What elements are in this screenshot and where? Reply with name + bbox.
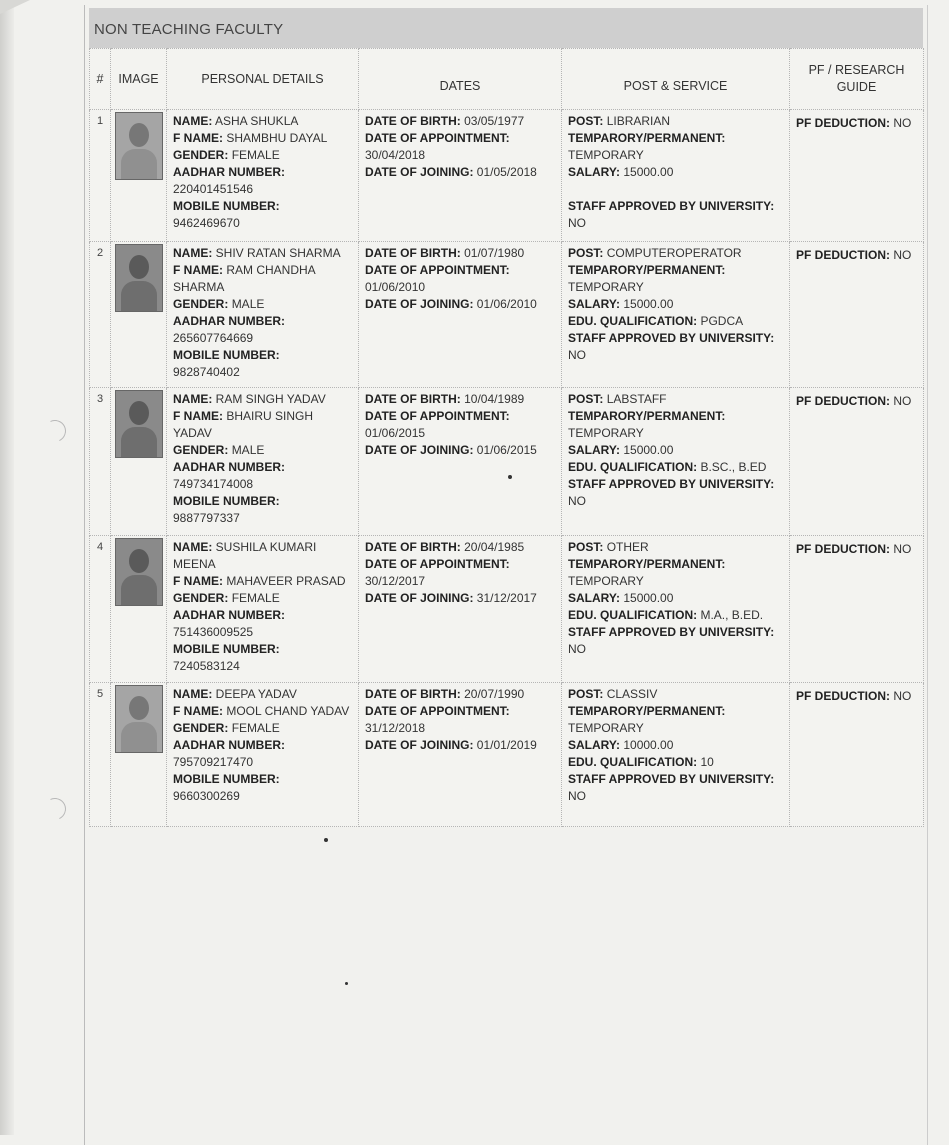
dates-cell	[359, 110, 562, 242]
dob-value: 03/05/1977	[464, 114, 525, 128]
mobile-value: 9462469670	[173, 216, 240, 230]
status-label: TEMPARORY/PERMANENT:	[568, 263, 726, 277]
post-service-cell	[562, 536, 790, 683]
pf-label: PF DEDUCTION:	[796, 248, 890, 262]
pf-label: PF DEDUCTION:	[796, 689, 890, 703]
post-value: COMPUTEROPERATOR	[606, 246, 742, 260]
gender-value: MALE	[231, 297, 265, 311]
joining-label: DATE OF JOINING:	[365, 591, 474, 605]
status-label: TEMPARORY/PERMANENT:	[568, 131, 726, 145]
dob-label: DATE OF BIRTH:	[365, 687, 461, 701]
appointment-label: DATE OF APPOINTMENT:	[365, 131, 510, 145]
aadhar-value: 795709217470	[173, 755, 254, 769]
row-number: 4	[90, 536, 111, 683]
pf-cell	[790, 536, 924, 683]
punch-hole-mark	[41, 417, 69, 445]
table-row	[90, 683, 924, 827]
aadhar-value: 751436009525	[173, 625, 254, 639]
gender-label: GENDER:	[173, 297, 229, 311]
approved-label: STAFF APPROVED BY UNIVERSITY:	[568, 199, 775, 213]
joining-label: DATE OF JOINING:	[365, 443, 474, 457]
name-label: NAME:	[173, 392, 213, 406]
pf-value: NO	[893, 394, 912, 408]
joining-value: 01/06/2010	[476, 297, 537, 311]
gender-value: FEMALE	[231, 721, 280, 735]
image-cell	[111, 242, 167, 388]
approved-value: NO	[568, 216, 586, 230]
qualification-line	[568, 754, 785, 771]
dob-label: DATE OF BIRTH:	[365, 392, 461, 406]
father-name-value: BHAIRU SINGH YADAV	[173, 409, 314, 440]
gender-label: GENDER:	[173, 148, 229, 162]
mobile-label: MOBILE NUMBER:	[173, 494, 280, 508]
column-header-personal: PERSONAL DETAILS	[167, 49, 359, 110]
name-value: SUSHILA KUMARI MEENA	[173, 540, 317, 571]
father-name-label: F NAME:	[173, 263, 223, 277]
appointment-value: 01/06/2015	[365, 426, 426, 440]
aadhar-label: AADHAR NUMBER:	[173, 165, 285, 179]
joining-label: DATE OF JOINING:	[365, 165, 474, 179]
father-name-value: MOOL CHAND YADAV	[226, 704, 350, 718]
post-value: LABSTAFF	[606, 392, 667, 406]
dates-cell	[359, 242, 562, 388]
pf-label: PF DEDUCTION:	[796, 116, 890, 130]
row-number: 1	[90, 110, 111, 242]
post-service-cell	[562, 242, 790, 388]
approved-value: NO	[568, 789, 586, 803]
name-value: DEEPA YADAV	[215, 687, 297, 701]
name-value: ASHA SHUKLA	[215, 114, 299, 128]
column-header-pf: PF / RESEARCH GUIDE	[790, 49, 924, 110]
mobile-label: MOBILE NUMBER:	[173, 348, 280, 362]
appointment-label: DATE OF APPOINTMENT:	[365, 263, 510, 277]
post-label: POST:	[568, 246, 604, 260]
row-number: 2	[90, 242, 111, 388]
mobile-value: 9828740402	[173, 365, 240, 379]
personal-details-cell	[167, 388, 359, 536]
appointment-label: DATE OF APPOINTMENT:	[365, 409, 510, 423]
father-name-label: F NAME:	[173, 704, 223, 718]
scan-speck	[345, 982, 348, 985]
joining-value: 31/12/2017	[476, 591, 537, 605]
father-name-value: MAHAVEER PRASAD	[226, 574, 346, 588]
dob-value: 20/07/1990	[464, 687, 525, 701]
joining-value: 01/05/2018	[476, 165, 537, 179]
post-service-cell	[562, 110, 790, 242]
personal-details-cell	[167, 242, 359, 388]
approved-value: NO	[568, 642, 586, 656]
table-header-row	[90, 49, 924, 110]
status-label: TEMPARORY/PERMANENT:	[568, 704, 726, 718]
post-value: CLASSIV	[606, 687, 658, 701]
joining-label: DATE OF JOINING:	[365, 738, 474, 752]
post-label: POST:	[568, 687, 604, 701]
father-name-value: RAM CHANDHA SHARMA	[173, 263, 316, 294]
aadhar-label: AADHAR NUMBER:	[173, 608, 285, 622]
aadhar-value: 220401451546	[173, 182, 254, 196]
joining-label: DATE OF JOINING:	[365, 297, 474, 311]
pf-value: NO	[893, 116, 912, 130]
mobile-value: 9660300269	[173, 789, 240, 803]
salary-label: SALARY:	[568, 738, 620, 752]
dob-value: 01/07/1980	[464, 246, 525, 260]
salary-value: 15000.00	[623, 297, 674, 311]
dates-cell	[359, 536, 562, 683]
aadhar-label: AADHAR NUMBER:	[173, 314, 285, 328]
appointment-value: 31/12/2018	[365, 721, 426, 735]
gender-label: GENDER:	[173, 591, 229, 605]
page-corner-fold	[0, 0, 30, 14]
appointment-value: 30/12/2017	[365, 574, 426, 588]
image-cell	[111, 110, 167, 242]
aadhar-label: AADHAR NUMBER:	[173, 460, 285, 474]
personal-details-cell	[167, 536, 359, 683]
status-value: TEMPORARY	[568, 280, 644, 294]
salary-value: 15000.00	[623, 165, 674, 179]
appointment-value: 01/06/2010	[365, 280, 426, 294]
scan-speck	[508, 475, 512, 479]
punch-hole-mark	[41, 795, 69, 823]
approved-label: STAFF APPROVED BY UNIVERSITY:	[568, 331, 775, 345]
column-header-image: IMAGE	[111, 49, 167, 110]
post-label: POST:	[568, 114, 604, 128]
qualification-line	[568, 459, 785, 476]
qualification-label: EDU. QUALIFICATION:	[568, 314, 698, 328]
name-label: NAME:	[173, 114, 213, 128]
qualification-label: EDU. QUALIFICATION:	[568, 460, 698, 474]
aadhar-label: AADHAR NUMBER:	[173, 738, 285, 752]
mobile-value: 9887797337	[173, 511, 240, 525]
post-label: POST:	[568, 392, 604, 406]
post-service-cell	[562, 388, 790, 536]
pf-label: PF DEDUCTION:	[796, 394, 890, 408]
table-row	[90, 536, 924, 683]
appointment-label: DATE OF APPOINTMENT:	[365, 557, 510, 571]
name-value: RAM SINGH YADAV	[215, 392, 326, 406]
qualification-line	[568, 607, 785, 624]
salary-value: 10000.00	[623, 738, 674, 752]
gender-label: GENDER:	[173, 443, 229, 457]
dob-label: DATE OF BIRTH:	[365, 114, 461, 128]
aadhar-value: 749734174008	[173, 477, 254, 491]
staff-photo	[115, 538, 163, 606]
pf-value: NO	[893, 689, 912, 703]
mobile-label: MOBILE NUMBER:	[173, 642, 280, 656]
dob-label: DATE OF BIRTH:	[365, 246, 461, 260]
pf-cell	[790, 110, 924, 242]
approved-label: STAFF APPROVED BY UNIVERSITY:	[568, 772, 775, 786]
dates-cell	[359, 388, 562, 536]
status-label: TEMPARORY/PERMANENT:	[568, 409, 726, 423]
approved-value: NO	[568, 494, 586, 508]
section-title: NON TEACHING FACULTY	[89, 8, 923, 48]
status-value: TEMPORARY	[568, 148, 644, 162]
image-cell	[111, 388, 167, 536]
post-service-cell	[562, 683, 790, 827]
post-value: LIBRARIAN	[606, 114, 671, 128]
name-label: NAME:	[173, 246, 213, 260]
joining-value: 01/06/2015	[476, 443, 537, 457]
salary-label: SALARY:	[568, 297, 620, 311]
column-header-num: #	[90, 49, 111, 110]
salary-label: SALARY:	[568, 591, 620, 605]
pf-value: NO	[893, 542, 912, 556]
father-name-value: SHAMBHU DAYAL	[226, 131, 328, 145]
approved-label: STAFF APPROVED BY UNIVERSITY:	[568, 477, 775, 491]
mobile-label: MOBILE NUMBER:	[173, 772, 280, 786]
post-value: OTHER	[606, 540, 649, 554]
name-label: NAME:	[173, 540, 213, 554]
pf-cell	[790, 388, 924, 536]
staff-photo	[115, 685, 163, 753]
dob-label: DATE OF BIRTH:	[365, 540, 461, 554]
personal-details-cell	[167, 683, 359, 827]
pf-cell	[790, 242, 924, 388]
gender-value: FEMALE	[231, 591, 280, 605]
gender-label: GENDER:	[173, 721, 229, 735]
table-row	[90, 388, 924, 536]
qualification-line	[568, 181, 785, 198]
approved-value: NO	[568, 348, 586, 362]
approved-label: STAFF APPROVED BY UNIVERSITY:	[568, 625, 775, 639]
appointment-value: 30/04/2018	[365, 148, 426, 162]
qualification-line	[568, 313, 785, 330]
status-value: TEMPORARY	[568, 426, 644, 440]
appointment-label: DATE OF APPOINTMENT:	[365, 704, 510, 718]
post-label: POST:	[568, 540, 604, 554]
staff-photo	[115, 244, 163, 312]
row-number: 5	[90, 683, 111, 827]
status-value: TEMPORARY	[568, 574, 644, 588]
dob-value: 20/04/1985	[464, 540, 525, 554]
dates-cell	[359, 683, 562, 827]
scan-speck	[324, 838, 328, 842]
status-label: TEMPARORY/PERMANENT:	[568, 557, 726, 571]
aadhar-value: 265607764669	[173, 331, 254, 345]
qualification-value: M.A., B.ED.	[700, 608, 764, 622]
qualification-value: B.SC., B.ED	[700, 460, 767, 474]
name-label: NAME:	[173, 687, 213, 701]
father-name-label: F NAME:	[173, 131, 223, 145]
status-value: TEMPORARY	[568, 721, 644, 735]
joining-value: 01/01/2019	[476, 738, 537, 752]
qualification-value: 10	[700, 755, 714, 769]
row-number: 3	[90, 388, 111, 536]
pf-label: PF DEDUCTION:	[796, 542, 890, 556]
salary-value: 15000.00	[623, 591, 674, 605]
pf-cell	[790, 683, 924, 827]
table-row	[90, 110, 924, 242]
staff-table	[89, 48, 924, 827]
qualification-value: PGDCA	[700, 314, 744, 328]
staff-photo	[115, 390, 163, 458]
column-header-dates: DATES	[359, 49, 562, 110]
table-row	[90, 242, 924, 388]
pf-value: NO	[893, 248, 912, 262]
salary-value: 15000.00	[623, 443, 674, 457]
salary-label: SALARY:	[568, 443, 620, 457]
mobile-label: MOBILE NUMBER:	[173, 199, 280, 213]
qualification-label: EDU. QUALIFICATION:	[568, 608, 698, 622]
father-name-label: F NAME:	[173, 409, 223, 423]
mobile-value: 7240583124	[173, 659, 240, 673]
salary-label: SALARY:	[568, 165, 620, 179]
qualification-label: EDU. QUALIFICATION:	[568, 755, 698, 769]
father-name-label: F NAME:	[173, 574, 223, 588]
page-edge	[0, 0, 14, 1135]
column-header-post: POST & SERVICE	[562, 49, 790, 110]
gender-value: FEMALE	[231, 148, 280, 162]
gender-value: MALE	[231, 443, 265, 457]
image-cell	[111, 683, 167, 827]
name-value: SHIV RATAN SHARMA	[215, 246, 341, 260]
personal-details-cell	[167, 110, 359, 242]
staff-photo	[115, 112, 163, 180]
image-cell	[111, 536, 167, 683]
dob-value: 10/04/1989	[464, 392, 525, 406]
